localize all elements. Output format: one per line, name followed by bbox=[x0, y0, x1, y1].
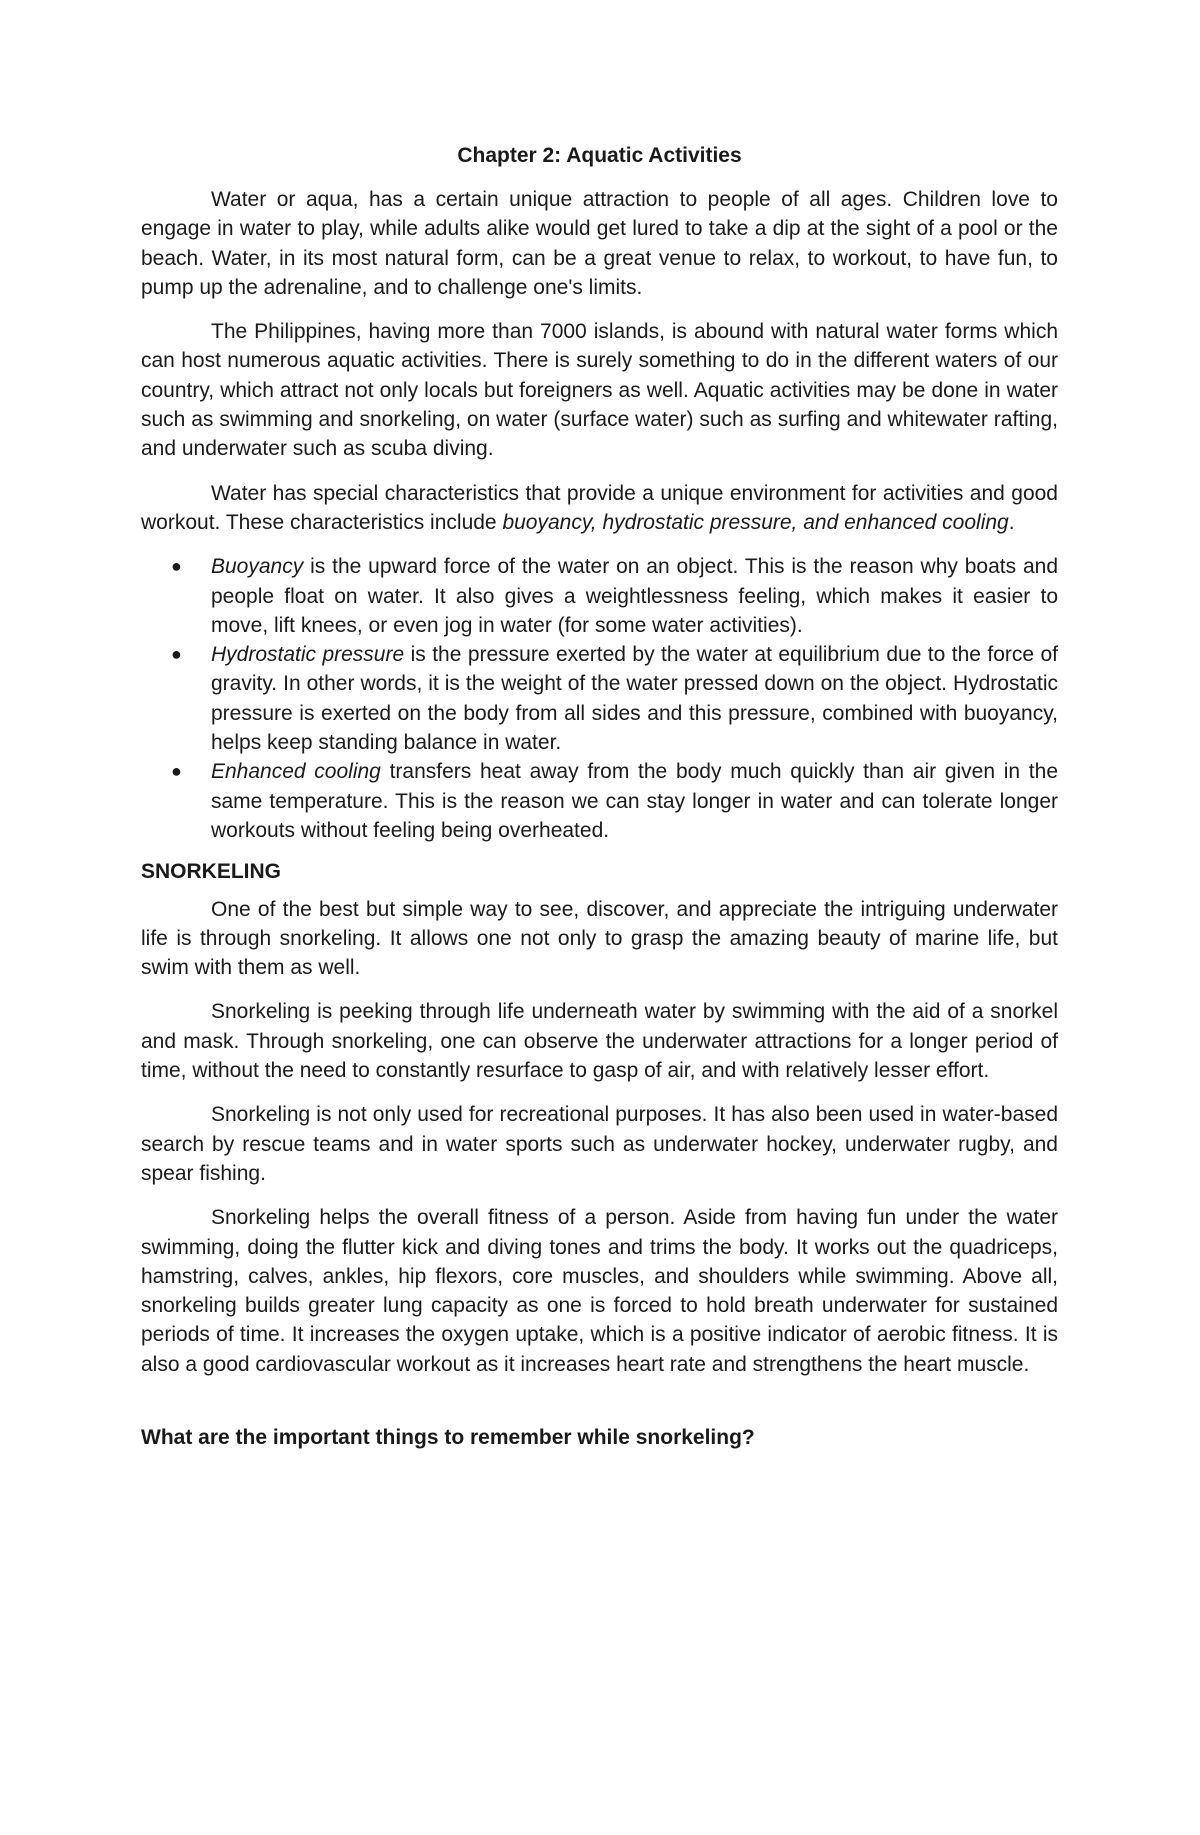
intro-paragraph-3-start: Water has special characteristics that provide a unique environment for activities and good workout. These characteristics include bbox=[141, 481, 1058, 534]
term-enhanced-cooling: Enhanced cooling bbox=[211, 760, 381, 784]
intro-paragraph-2: The Philippines, having more than 7000 islands, is abound with natural water forms which can host numerous aquatic activities. There is surely something to do in the different waters of our country, which attract not only locals but foreigners as well. Aquatic activities may be done in water such as swimming and snorkeling, on water (surface water) such as surfing and whitewater rafting, and underwater such as scuba diving. bbox=[141, 320, 1058, 461]
snorkeling-paragraph-2: Snorkeling is peeking through life underneath water by swimming with the aid of a snorkel and mask. Through snorkeling, one can observe the underwater attractions for a longer period of time, without the need to constantly resurface to gasp of air, and with relatively lesser effort. bbox=[141, 1000, 1058, 1083]
question-heading: What are the important things to remember while snorkeling? bbox=[141, 1425, 755, 1449]
list-item-enhanced-cooling bbox=[171, 757, 1058, 845]
definition-buoyancy: is the upward force of the water on an object. This is the reason why boats and people float on water. It also gives a weightlessness feeling, which makes it easier to move, lift knees, or even jog in water (for some water activities). bbox=[211, 555, 1058, 637]
definition-hydrostatic-pressure: is the pressure exerted by the water at equilibrium due to the force of gravity. In other words, it is the weight of the water pressed down on the object. Hydrostatic pressure is exerted on the body from all sides and this pressure, combined with buoyancy, helps keep standing balance in water. bbox=[211, 643, 1058, 755]
list-item-hydrostatic-pressure bbox=[171, 640, 1058, 757]
document-body bbox=[141, 185, 1058, 1452]
characteristics-emphasis: buoyancy, hydrostatic pressure, and enhanced cooling bbox=[502, 510, 1009, 534]
list-item-buoyancy bbox=[171, 552, 1058, 640]
intro-paragraph-3-end: . bbox=[1008, 510, 1015, 534]
bullet-icon: ● bbox=[171, 761, 182, 782]
snorkeling-paragraph-4: Snorkeling helps the overall fitness of a person. Aside from having fun under the water swimming, doing the flutter kick and diving tones and trims the body. It works out the quadriceps, hamstring, calves, ankles, hip flexors, core muscles, and shoulders while swimming. Above all, snorkeling builds greater lung capacity as one is forced to hold breath underwater for sustained periods of time. It increases the oxygen uptake, which is a positive indicator of aerobic fitness. It is also a good cardiovascular workout as it increases heart rate and strengthens the heart muscle. bbox=[141, 1206, 1058, 1376]
term-hydrostatic-pressure: Hydrostatic pressure bbox=[211, 643, 405, 667]
definition-enhanced-cooling: transfers heat away from the body much quickly than air given in the same temperature. This is the reason we can stay longer in water and can tolerate longer workouts without feeling being overheated. bbox=[211, 760, 1058, 842]
characteristics-list bbox=[141, 552, 1058, 845]
intro-paragraph-1: Water or aqua, has a certain unique attraction to people of all ages. Children love to engage in water to play, while adults alike would get lured to take a dip at the sight of a pool or the beach. Water, in its most natural form, can be a great venue to relax, to workout, to have fun, to pump up the adrenaline, and to challenge one's limits. bbox=[141, 188, 1058, 299]
section-heading-snorkeling: SNORKELING bbox=[141, 860, 282, 884]
chapter-title: Chapter 2: Aquatic Activities bbox=[457, 144, 742, 167]
bullet-icon: ● bbox=[171, 644, 182, 665]
snorkeling-paragraph-1: One of the best but simple way to see, discover, and appreciate the intriguing underwater life is through snorkeling. It allows one not only to grasp the amazing beauty of marine life, but swim with them as well. bbox=[141, 897, 1058, 980]
intro-paragraph-3 bbox=[141, 479, 1058, 538]
bullet-icon: ● bbox=[171, 556, 182, 577]
term-buoyancy: Buoyancy bbox=[211, 555, 304, 579]
snorkeling-paragraph-3: Snorkeling is not only used for recreational purposes. It has also been used in water-based search by rescue teams and in water sports such as underwater hockey, underwater rugby, and spear fishing. bbox=[141, 1103, 1058, 1185]
